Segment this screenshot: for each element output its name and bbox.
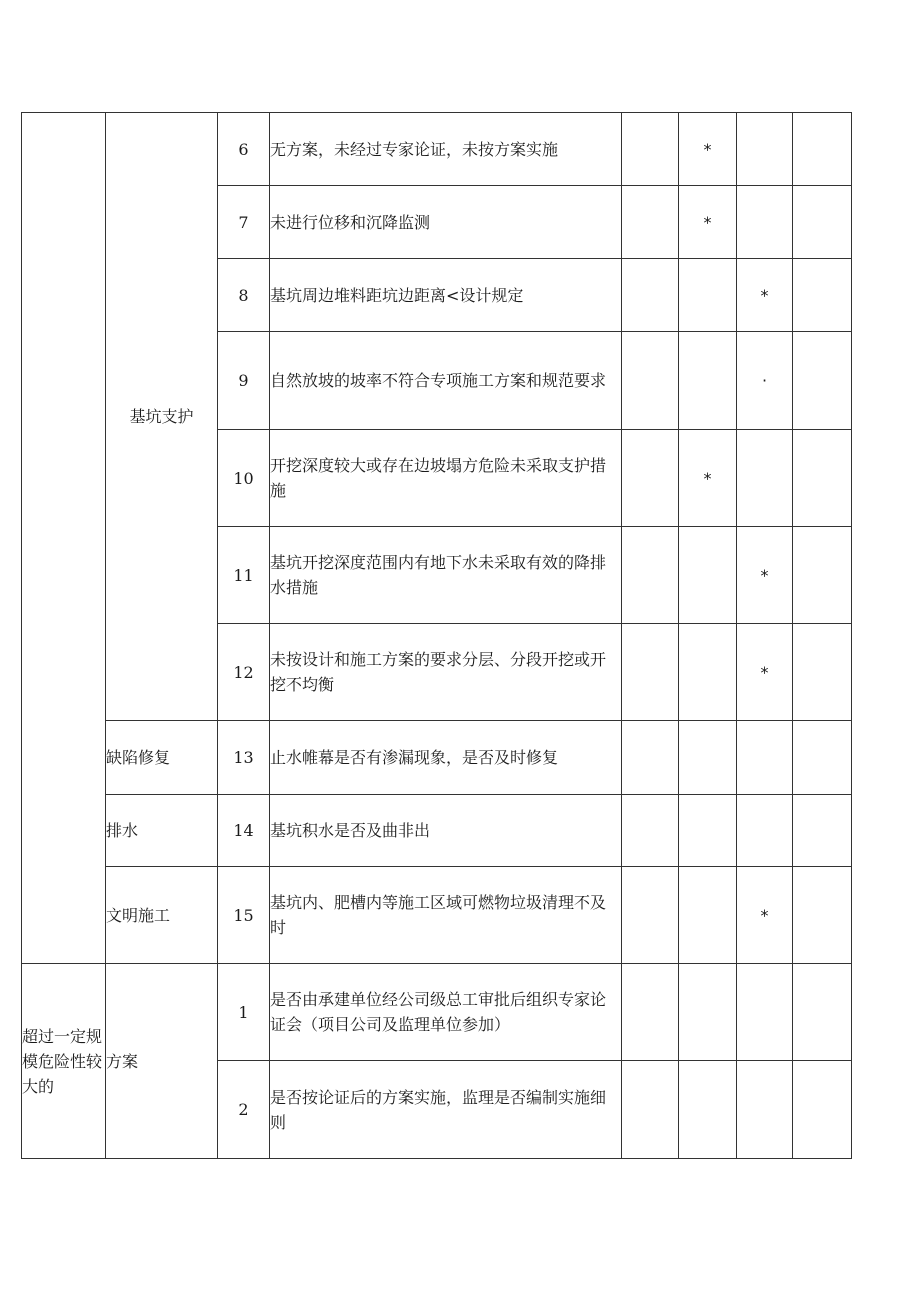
mark-cell (793, 332, 852, 430)
item-text: 是否按论证后的方案实施，监理是否编制实施细则 (270, 1061, 622, 1159)
mark-cell (622, 964, 679, 1061)
mark-cell: * (679, 430, 737, 527)
mark-cell (622, 113, 679, 186)
item-number: 13 (218, 721, 270, 795)
mark-cell: * (679, 186, 737, 259)
mark-cell (793, 624, 852, 721)
mark-cell: * (737, 259, 793, 332)
mark-cell (622, 795, 679, 867)
mark-cell (793, 795, 852, 867)
mark-cell (622, 527, 679, 624)
checklist-table (21, 112, 852, 1159)
category-quexian-xiufu: 缺陷修复 (106, 721, 218, 795)
blank-category-cell (22, 113, 106, 964)
mark-cell (622, 332, 679, 430)
mark-cell (679, 527, 737, 624)
category-fangan: 方案 (106, 964, 218, 1159)
item-number: 11 (218, 527, 270, 624)
mark-cell (622, 721, 679, 795)
mark-cell: * (737, 624, 793, 721)
item-number: 2 (218, 1061, 270, 1159)
mark-cell: * (737, 867, 793, 964)
mark-cell (737, 430, 793, 527)
item-text: 无方案，未经过专家论证，未按方案实施 (270, 113, 622, 186)
mark-cell (679, 867, 737, 964)
category-wenming-shigong: 文明施工 (106, 867, 218, 964)
mark-cell (737, 113, 793, 186)
mark-cell (622, 624, 679, 721)
item-number: 12 (218, 624, 270, 721)
mark-cell (622, 186, 679, 259)
table-row (22, 964, 852, 1061)
mark-cell (679, 721, 737, 795)
item-number: 9 (218, 332, 270, 430)
mark-cell (737, 964, 793, 1061)
item-number: 7 (218, 186, 270, 259)
mark-cell (679, 964, 737, 1061)
mark-cell (793, 430, 852, 527)
mark-cell (679, 624, 737, 721)
category-paishui: 排水 (106, 795, 218, 867)
item-text: 未进行位移和沉降监测 (270, 186, 622, 259)
item-number: 15 (218, 867, 270, 964)
item-number: 8 (218, 259, 270, 332)
category-jikeng-zhihu: 基坑支护 (106, 113, 218, 721)
mark-cell (793, 1061, 852, 1159)
mark-cell (622, 1061, 679, 1159)
item-number: 10 (218, 430, 270, 527)
mark-cell (793, 113, 852, 186)
item-text: 基坑周边堆料距坑边距离<设计规定 (270, 259, 622, 332)
mark-cell (737, 186, 793, 259)
item-text: 是否由承建单位经公司级总工审批后组织专家论证会（项目公司及监理单位参加） (270, 964, 622, 1061)
mark-cell (793, 964, 852, 1061)
mark-cell (622, 867, 679, 964)
table-row (22, 721, 852, 795)
mark-cell (679, 795, 737, 867)
mark-cell (793, 867, 852, 964)
mark-cell (793, 259, 852, 332)
item-number: 6 (218, 113, 270, 186)
item-text: 自然放坡的坡率不符合专项施工方案和规范要求 (270, 332, 622, 430)
mark-cell (679, 259, 737, 332)
mark-cell (737, 721, 793, 795)
item-text: 基坑内、肥槽内等施工区域可燃物垃圾清理不及时 (270, 867, 622, 964)
mark-cell (679, 1061, 737, 1159)
mark-cell (793, 527, 852, 624)
item-text: 未按设计和施工方案的要求分层、分段开挖或开挖不均衡 (270, 624, 622, 721)
mark-cell (793, 721, 852, 795)
table-row (22, 867, 852, 964)
mark-cell (622, 430, 679, 527)
mark-cell: * (679, 113, 737, 186)
item-text: 基坑开挖深度范围内有地下水未采取有效的降排水措施 (270, 527, 622, 624)
mark-cell (737, 1061, 793, 1159)
item-text: 开挖深度较大或存在边坡塌方危险未采取支护措施 (270, 430, 622, 527)
mark-cell (793, 186, 852, 259)
mark-cell (737, 795, 793, 867)
mark-cell: * (737, 527, 793, 624)
table-row (22, 795, 852, 867)
table-row (22, 113, 852, 186)
item-text: 基坑积水是否及曲非出 (270, 795, 622, 867)
mark-cell: · (737, 332, 793, 430)
category-super-scale: 超过一定规模危险性较大的 (22, 964, 106, 1159)
item-text: 止水帷幕是否有渗漏现象，是否及时修复 (270, 721, 622, 795)
item-number: 1 (218, 964, 270, 1061)
mark-cell (679, 332, 737, 430)
item-number: 14 (218, 795, 270, 867)
mark-cell (622, 259, 679, 332)
